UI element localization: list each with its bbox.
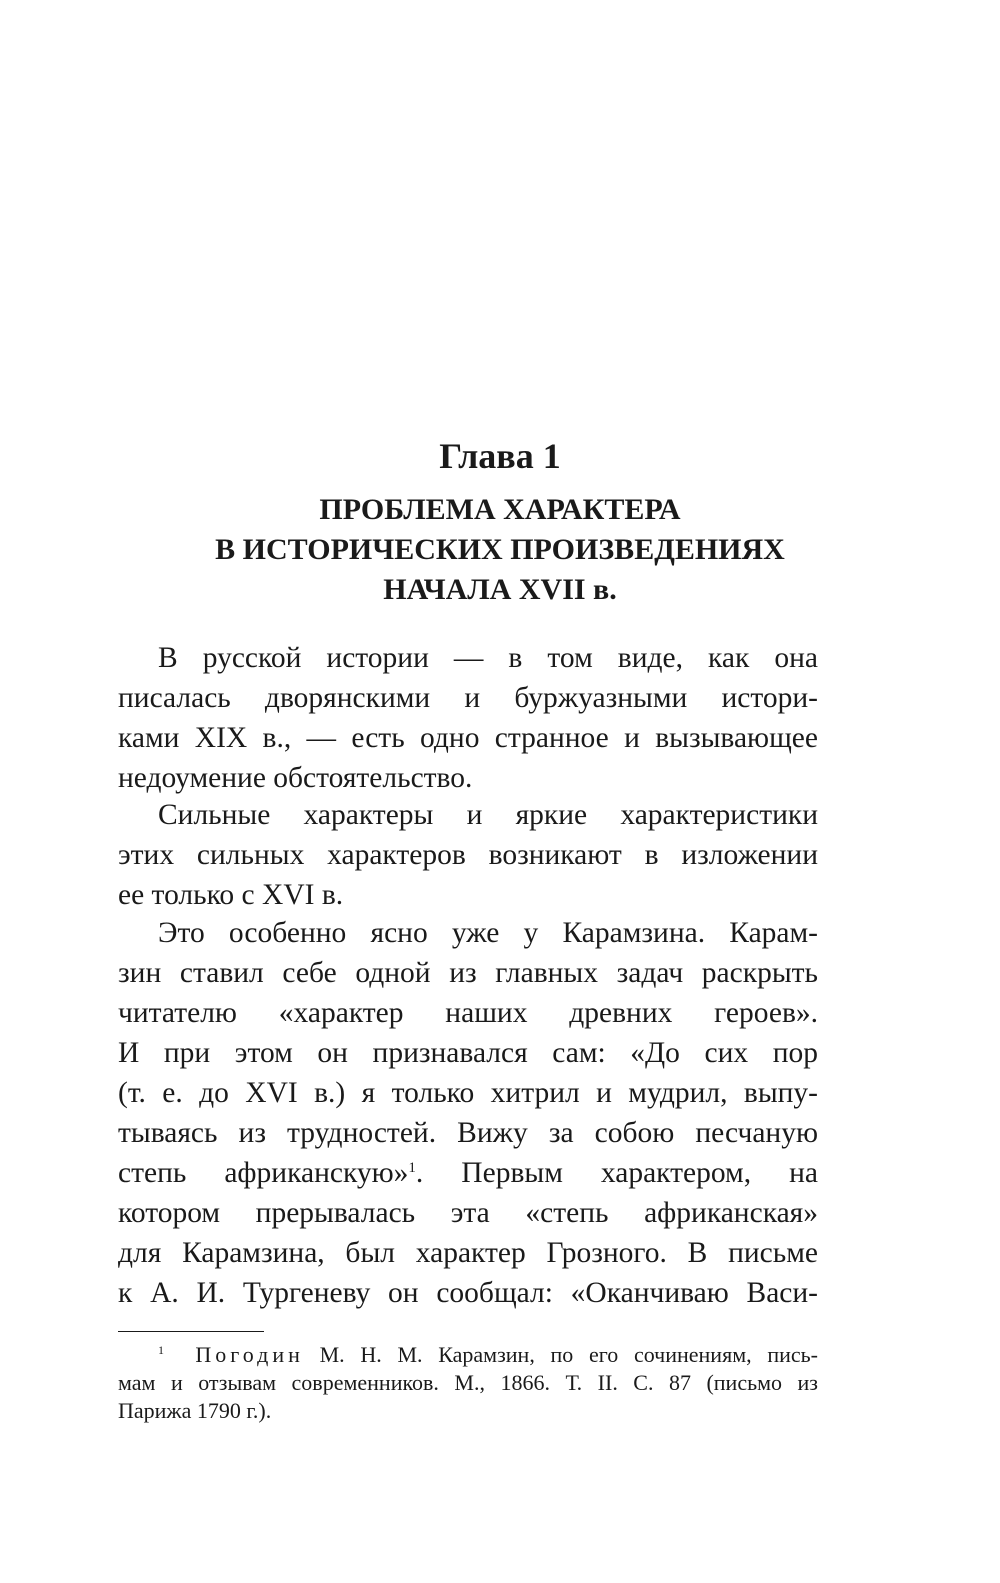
text-line: Сильные характеры и яркие характеристики (158, 799, 818, 831)
text-line (118, 1153, 818, 1193)
footnote-author: Погодин (195, 1342, 304, 1367)
text-line: этих сильных характеров возникают в изложении (118, 839, 818, 871)
text-segment: степь африканскую» (118, 1157, 409, 1189)
text-line: читателю «характер наших древних героев». (118, 997, 818, 1029)
text-line: Это особенно ясно уже у Карамзина. Карам- (158, 917, 818, 949)
footnote-line (158, 1341, 818, 1369)
text-segment: . Первым характером, на (415, 1157, 818, 1189)
text-line: зин ставил себе одной из главных задач раскрыть (118, 957, 818, 989)
chapter-title-line: В ИСТОРИЧЕСКИХ ПРОИЗВЕДЕНИЯХ (215, 533, 785, 566)
text-line: ее только с XVI в. (118, 879, 344, 911)
text-line: В русской истории — в том виде, как она (158, 642, 818, 674)
footnote-text: М. Н. М. Карамзин, по его сочинениям, пись- (303, 1342, 818, 1367)
chapter-title-line: ПРОБЛЕМА ХАРАКТЕРА (319, 493, 681, 526)
footnote-reference[interactable]: 1 (408, 1160, 416, 1176)
text-line: ками XIX в., — есть одно странное и вызывающее (118, 722, 818, 754)
footnote-line: мам и отзывам современников. М., 1866. Т. II. С. 87 (письмо из (118, 1370, 818, 1395)
chapter-title (0, 490, 1000, 610)
footnote-line: Парижа 1790 г.). (118, 1398, 272, 1423)
text-line: И при этом он признавался сам: «До сих пор (118, 1037, 818, 1069)
text-line: недоумение обстоятельство. (118, 762, 473, 794)
text-line: (т. е. до XVI в.) я только хитрил и мудрил, выпу- (118, 1077, 818, 1109)
chapter-title-line: НАЧАЛА XVII в. (383, 573, 617, 606)
chapter-label: Глава 1 (439, 436, 561, 476)
text-line: писалась дворянскими и буржуазными истори- (118, 682, 818, 714)
text-line: тываясь из трудностей. Вижу за собою песчаную (118, 1117, 818, 1149)
text-line: для Карамзина, был характер Грозного. В письме (118, 1237, 818, 1269)
footnote-marker: 1 (158, 1343, 164, 1357)
footnote-divider (118, 1331, 264, 1332)
text-line: котором прерывалась эта «степь африканская» (118, 1197, 818, 1229)
text-line: к А. И. Тургеневу он сообщал: «Оканчиваю Васи- (118, 1277, 818, 1309)
